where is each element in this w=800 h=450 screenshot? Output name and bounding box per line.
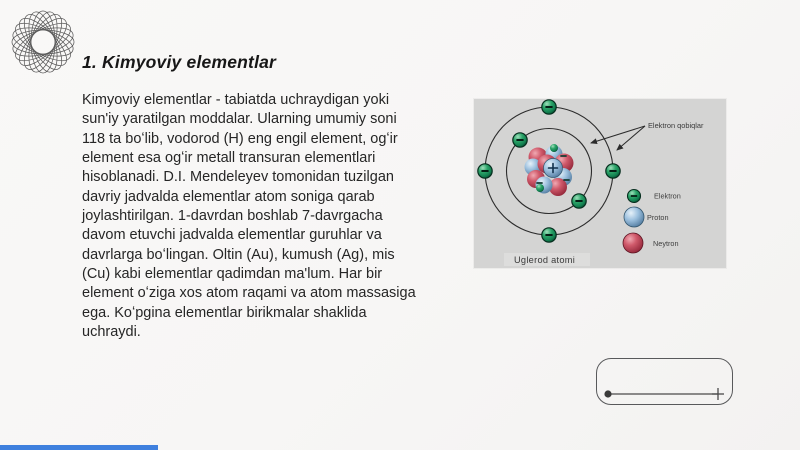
line-start-dot	[604, 390, 611, 397]
electron	[542, 100, 556, 114]
legend-neutron-icon	[623, 233, 643, 253]
video-progress-bar[interactable]	[0, 445, 158, 450]
legend-neutron-label: Neytron	[653, 239, 679, 248]
slide-body-text: Kimyoviy elementlar - tabiatda uchraydigan yoki sun'iy yaratilgan moddalar. Ularning umumiy soni 118 ta boʻlib, vodorod (H) eng engil element, ogʻir element esa ogʻir metall transuran elementlari hisoblanadi. D.I. Mendeleyev tomonidan tuzilgan davriy jadvalda elementlar atom soniga qarab joylashtirilgan. 1-davrdan boshlab 7-davrgacha davom etuvchi jadvalda elementlar guruhlar va davrlarga boʻlingan. Oltin (Au), kumush (Ag), mis (Cu) kabi elementlar qadimdan ma'lum. Har bir element oʻziga xos atom raqami va atom massasiga ega. Koʻpgina elementlar birikmalar shaklida uchraydi.	[82, 92, 416, 341]
spirograph-logo	[6, 4, 80, 80]
legend-electron-label: Elektron	[654, 191, 681, 201]
legend-proton-icon	[624, 207, 644, 227]
shells-label: Elektron qobiqlar	[648, 121, 704, 130]
atom-diagram	[474, 99, 726, 268]
electron	[542, 228, 556, 242]
electron	[513, 133, 527, 147]
electron	[572, 194, 586, 208]
electron	[606, 164, 620, 178]
slide-title: 1. Kimyoviy elementlar	[82, 52, 277, 72]
plus-icon	[712, 388, 724, 400]
line-decoration	[597, 359, 732, 404]
legend-proton-label: Proton	[647, 213, 669, 222]
diagram-caption: Uglerod atomi	[514, 255, 576, 265]
legend-electron-icon	[628, 190, 641, 203]
electron	[478, 164, 492, 178]
atom-diagram-image	[474, 99, 726, 268]
line-decoration-box	[596, 358, 733, 405]
